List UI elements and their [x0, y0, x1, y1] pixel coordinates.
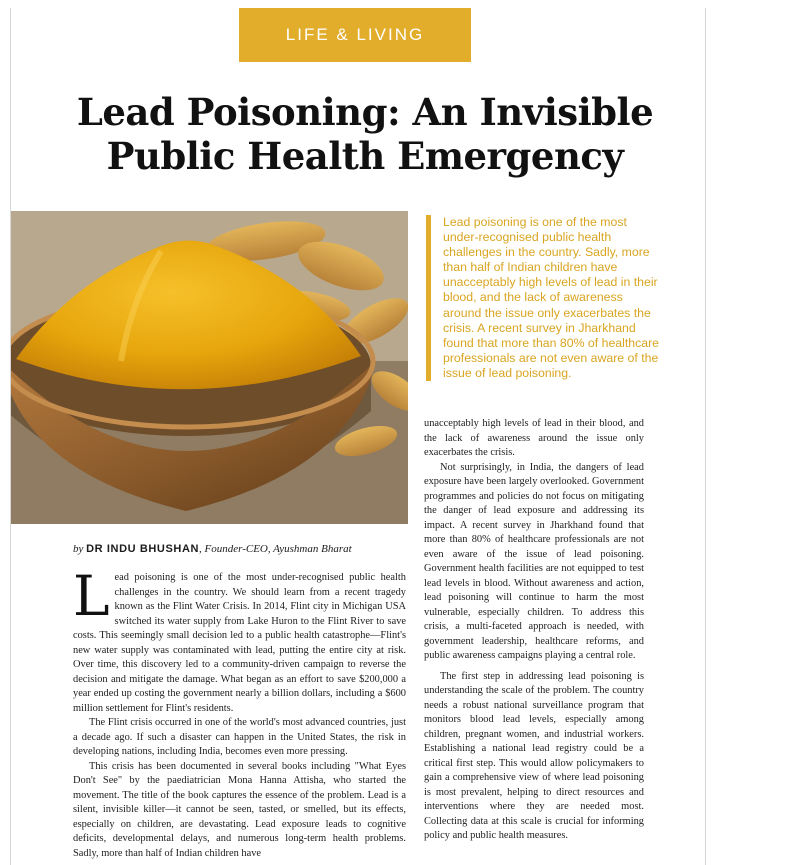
article-body-right-column: [424, 417, 644, 844]
body-paragraph: The first step in addressing lead poisoning is understanding the scale of the problem. The country needs a robust national surveillance program that monitors blood lead levels, especially among children, pregnant women, and industrial workers. Establishing a national lead registry could be a critical first step. This would allow policymakers to gain a comprehensive view of where lead poisoning is most prevalent, helping to direct resources and interventions where they are needed most. Collecting data at this scale is crucial for informing policy and public health measures.: [424, 670, 644, 841]
drop-cap: L: [73, 564, 110, 628]
article-title-line-1: Lead Poisoning: An Invisible: [76, 90, 654, 134]
article-body-left-column: [73, 564, 406, 861]
turmeric-illustration: [11, 211, 408, 524]
body-paragraph-text: ead poisoning is one of the most under-recognised public health challenges in the country. We should learn from a recent tragedy known as the Flint Water Crisis. In 2014, Flint city in Michigan USA switched its water supply from Lake Huron to the Flint River to save costs. This seemingly small decision led to a public health catastrophe—Flint's new water supply was contaminated with lead, putting the entire city at risk. Over time, this discovery led to a community-driven campaign to reverse the decision and mitigate the damage. What began as an effort to save $200,000 a year ended up costing the government nearly a billion dollars, including a $600 million settlement for Flint's residents.: [73, 572, 406, 714]
byline: [73, 542, 403, 556]
byline-by: by: [73, 543, 84, 555]
body-paragraph: Not surprisingly, in India, the dangers of lead exposure have been largely overlooked. Government programmes and policies do not focus on mitigating the danger of lead exposure and addressing its impact. A recent survey in Jharkhand found that more than 80% of healthcare professionals are not even aware of the issue of lead poisoning. Government health facilities are not equipped to test lead levels in blood. Without awareness and action, lead poisoning will continue to harm the most vulnerable, especially children. To address this crisis, a multi-faceted approach is needed, with government leadership, healthcare reforms, and public awareness campaigns playing a central role.: [424, 461, 644, 661]
body-paragraph: The Flint crisis occurred in one of the world's most advanced countries, just a decade ago. If such a disaster can happen in the United States, the risk in developing nations, including India, becomes even more pressing.: [73, 717, 406, 757]
pull-quote: [426, 215, 661, 381]
turmeric-photo: [11, 211, 408, 524]
section-tag: [239, 8, 471, 62]
article-title: [40, 90, 690, 178]
section-tag-label: LIFE & LIVING: [285, 25, 425, 44]
byline-role: , Founder-CEO, Ayushman Bharat: [199, 543, 352, 555]
pull-quote-text: Lead poisoning is one of the most under-recognised public health challenges in the country. Sadly, more than half of Indian children have unacceptably high levels of lead in their blood, and the lack of awareness around the issue only exacerbates the crisis. A recent survey in Jharkhand found that more than 80% of healthcare professionals are not even aware of the issue of lead poisoning.: [443, 215, 660, 380]
body-paragraph: This crisis has been documented in several books including "What Eyes Don't See" by the paediatrician Mona Hanna Attisha, who started the movement. The title of the book captures the essence of the problem. Lead is a silent, invisible killer—it cannot be seen, tasted, or smelled, but its effects, especially on children, are devastating. Lead exposure leads to cognitive deficits, developmental delays, and numerous long-term health problems. Sadly, more than half of Indian children have: [73, 760, 406, 859]
byline-author: DR INDU BHUSHAN: [86, 543, 200, 555]
body-paragraph: unacceptably high levels of lead in their blood, and the lack of awareness around the issue only exacerbates the crisis.: [424, 418, 644, 458]
body-paragraph: [73, 564, 406, 716]
article-title-line-2: Public Health Emergency: [106, 134, 624, 178]
